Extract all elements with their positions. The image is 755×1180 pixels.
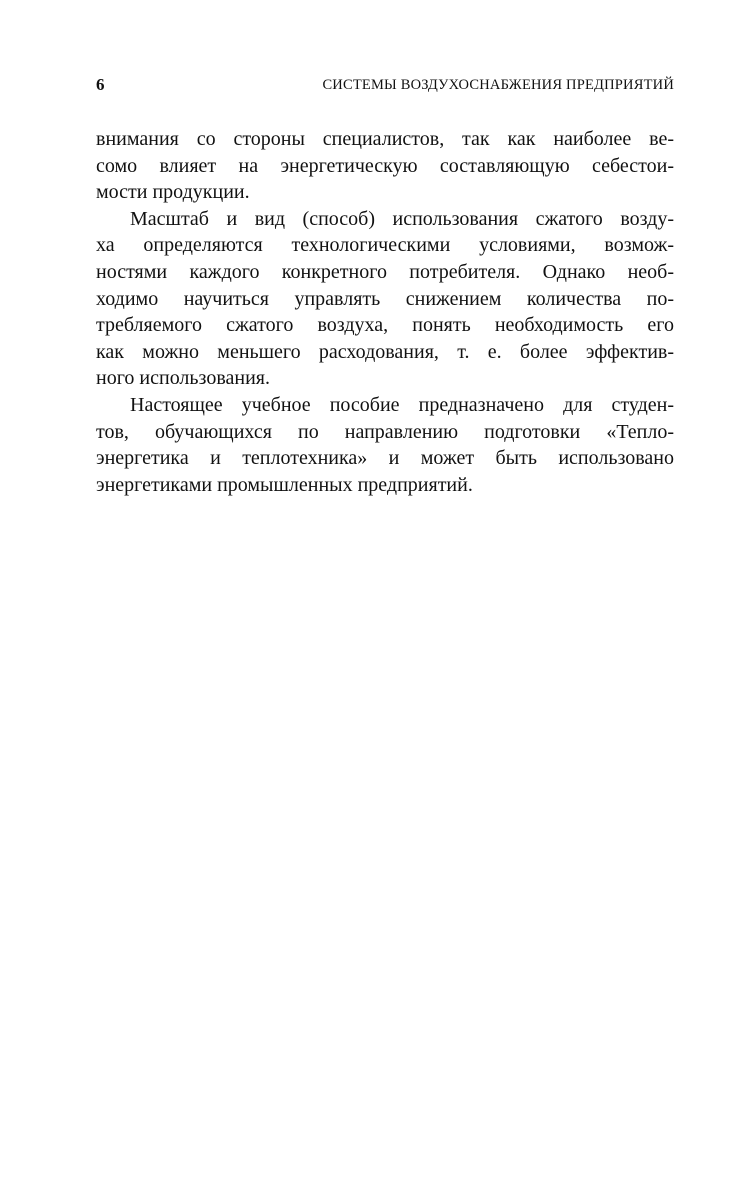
paragraph-3 bbox=[96, 392, 674, 498]
paragraph-1 bbox=[96, 126, 674, 206]
text-line: как можно меньшего расходования, т. е. более эффектив- bbox=[96, 340, 674, 363]
text-line: Настоящее учебное пособие предназначено для студен- bbox=[130, 393, 674, 416]
text-line: внимания со стороны специалистов, так как наиболее ве- bbox=[96, 128, 674, 150]
text-line: Масштаб и вид (способ) использования сжатого возду- bbox=[130, 207, 674, 230]
text-line: требляемого сжатого воздуха, понять необходимость его bbox=[96, 314, 674, 337]
text-line: мости продукции. bbox=[96, 181, 250, 204]
running-head bbox=[96, 74, 674, 96]
page-number: 6 bbox=[96, 75, 105, 94]
running-title: СИСТЕМЫ ВОЗДУХОСНАБЖЕНИЯ ПРЕДПРИЯТИЙ bbox=[322, 77, 674, 93]
text-line: ностями каждого конкретного потребителя. Однако необ- bbox=[96, 260, 674, 283]
text-line: энергетика и теплотехника» и может быть использовано bbox=[96, 447, 674, 470]
text-line: энергетиками промышленных предприятий. bbox=[96, 473, 473, 496]
text-line: тов, обучающихся по направлению подготовки «Тепло- bbox=[96, 420, 674, 443]
text-line: сомо влияет на энергетическую составляющую себестои- bbox=[96, 154, 674, 177]
text-line: ходимо научиться управлять снижением количества по- bbox=[96, 287, 674, 310]
text-line: ного использования. bbox=[96, 367, 270, 390]
paragraph-2 bbox=[96, 206, 674, 392]
text-line: ха определяются технологическими условиями, возмож- bbox=[96, 234, 674, 257]
body-text bbox=[96, 126, 674, 498]
